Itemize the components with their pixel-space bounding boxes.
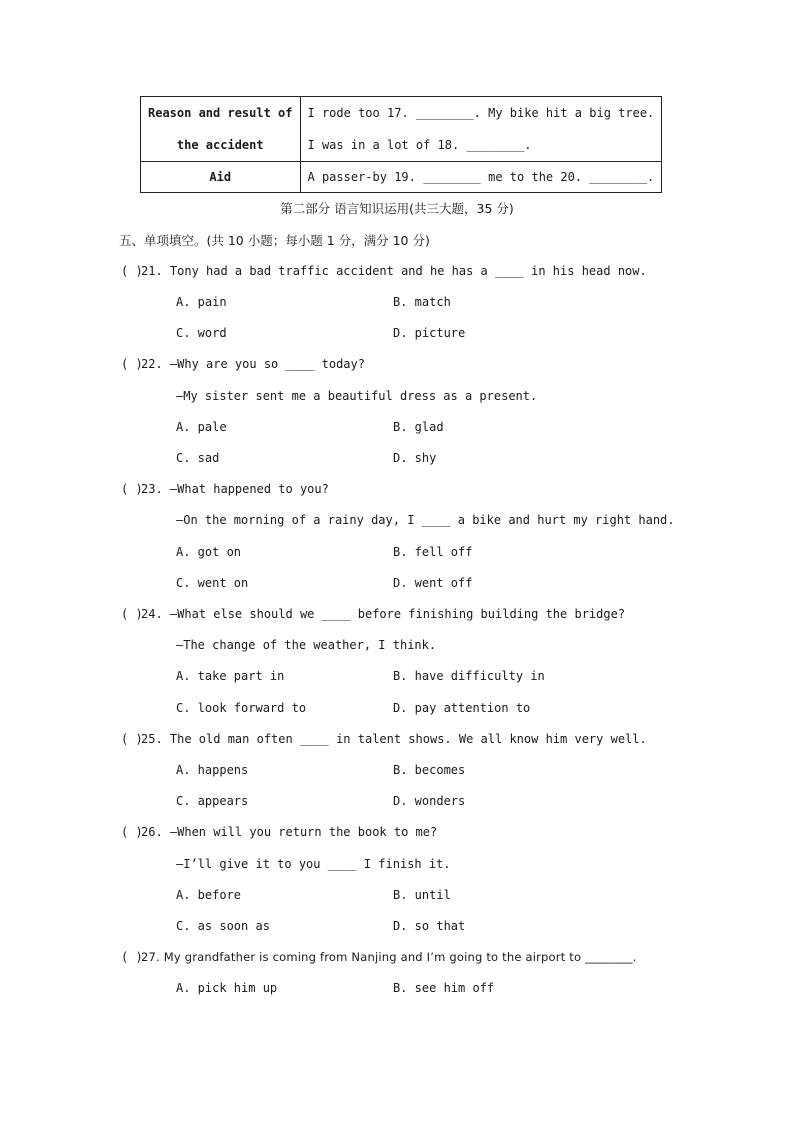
answer-paren[interactable]: ( ): [121, 357, 143, 371]
table-content-reason: [300, 97, 662, 162]
question-stem: 24. —What else should we ____ before finishing building the bridge?: [141, 607, 626, 621]
table-content-line: I was in a lot of 18. ________.: [307, 138, 532, 152]
section-title: 第二部分 语言知识运用(共三大题，35 分): [280, 201, 514, 216]
option: D. wonders: [393, 794, 466, 808]
option: C. appears: [176, 794, 249, 808]
option: A. got on: [176, 545, 242, 559]
option: B. fell off: [393, 545, 473, 559]
question-stem: 26. —When will you return the book to me?: [141, 825, 438, 839]
table-row-aid: [141, 162, 662, 193]
question-stem: 23. —What happened to you?: [141, 482, 329, 496]
table-content-aid: A passer-by 19. ________ me to the 20. ________.: [300, 162, 662, 193]
option: D. picture: [393, 326, 466, 340]
option: C. word: [176, 326, 227, 340]
question-stem: 21. Tony had a bad traffic accident and he has a ____ in his head now.: [141, 264, 647, 278]
option: C. went on: [176, 576, 249, 590]
dialogue-line: —On the morning of a rainy day, I ____ a bike and hurt my right hand.: [176, 513, 675, 527]
option: B. becomes: [393, 763, 466, 777]
option: B. until: [393, 888, 451, 902]
answer-paren[interactable]: ( ): [121, 825, 143, 839]
option: D. pay attention to: [393, 701, 531, 715]
table-label-reason: [141, 97, 301, 162]
option: D. went off: [393, 576, 473, 590]
option: A. happens: [176, 763, 249, 777]
answer-paren[interactable]: ( ): [121, 950, 143, 964]
option: C. look forward to: [176, 701, 307, 715]
dialogue-line: —My sister sent me a beautiful dress as a present.: [176, 389, 538, 403]
answer-paren[interactable]: ( ): [121, 482, 143, 496]
accident-table: [140, 96, 662, 193]
option: B. see him off: [393, 981, 495, 995]
option: B. glad: [393, 420, 444, 434]
answer-paren[interactable]: ( ): [121, 264, 143, 278]
dialogue-line: —The change of the weather, I think.: [176, 638, 437, 652]
question-stem: 27. My grandfather is coming from Nanjing and I’m going to the airport to ________.: [141, 950, 637, 964]
option: A. take part in: [176, 669, 285, 683]
option: A. pain: [176, 295, 227, 309]
table-content-line: I rode too 17. ________. My bike hit a big tree.: [307, 106, 655, 120]
table-label-line: Reason and result of: [148, 106, 293, 120]
option: D. shy: [393, 451, 437, 465]
option: D. so that: [393, 919, 466, 933]
option: A. before: [176, 888, 242, 902]
answer-paren[interactable]: ( ): [121, 607, 143, 621]
question-stem: 22. —Why are you so ____ today?: [141, 357, 365, 371]
answer-paren[interactable]: ( ): [121, 732, 143, 746]
option: A. pale: [176, 420, 227, 434]
option: C. sad: [176, 451, 220, 465]
option: B. have difficulty in: [393, 669, 545, 683]
option: C. as soon as: [176, 919, 270, 933]
table-label-line: the accident: [176, 138, 264, 152]
part-title: 五、单项填空。(共 10 小题；每小题 1 分，满分 10 分): [119, 233, 430, 248]
option: B. match: [393, 295, 451, 309]
option: A. pick him up: [176, 981, 278, 995]
table-label-aid: Aid: [141, 162, 301, 193]
question-stem: 25. The old man often ____ in talent shows. We all know him very well.: [141, 732, 647, 746]
dialogue-line: —I’ll give it to you ____ I finish it.: [176, 857, 451, 871]
table-row-reason: [141, 97, 662, 162]
